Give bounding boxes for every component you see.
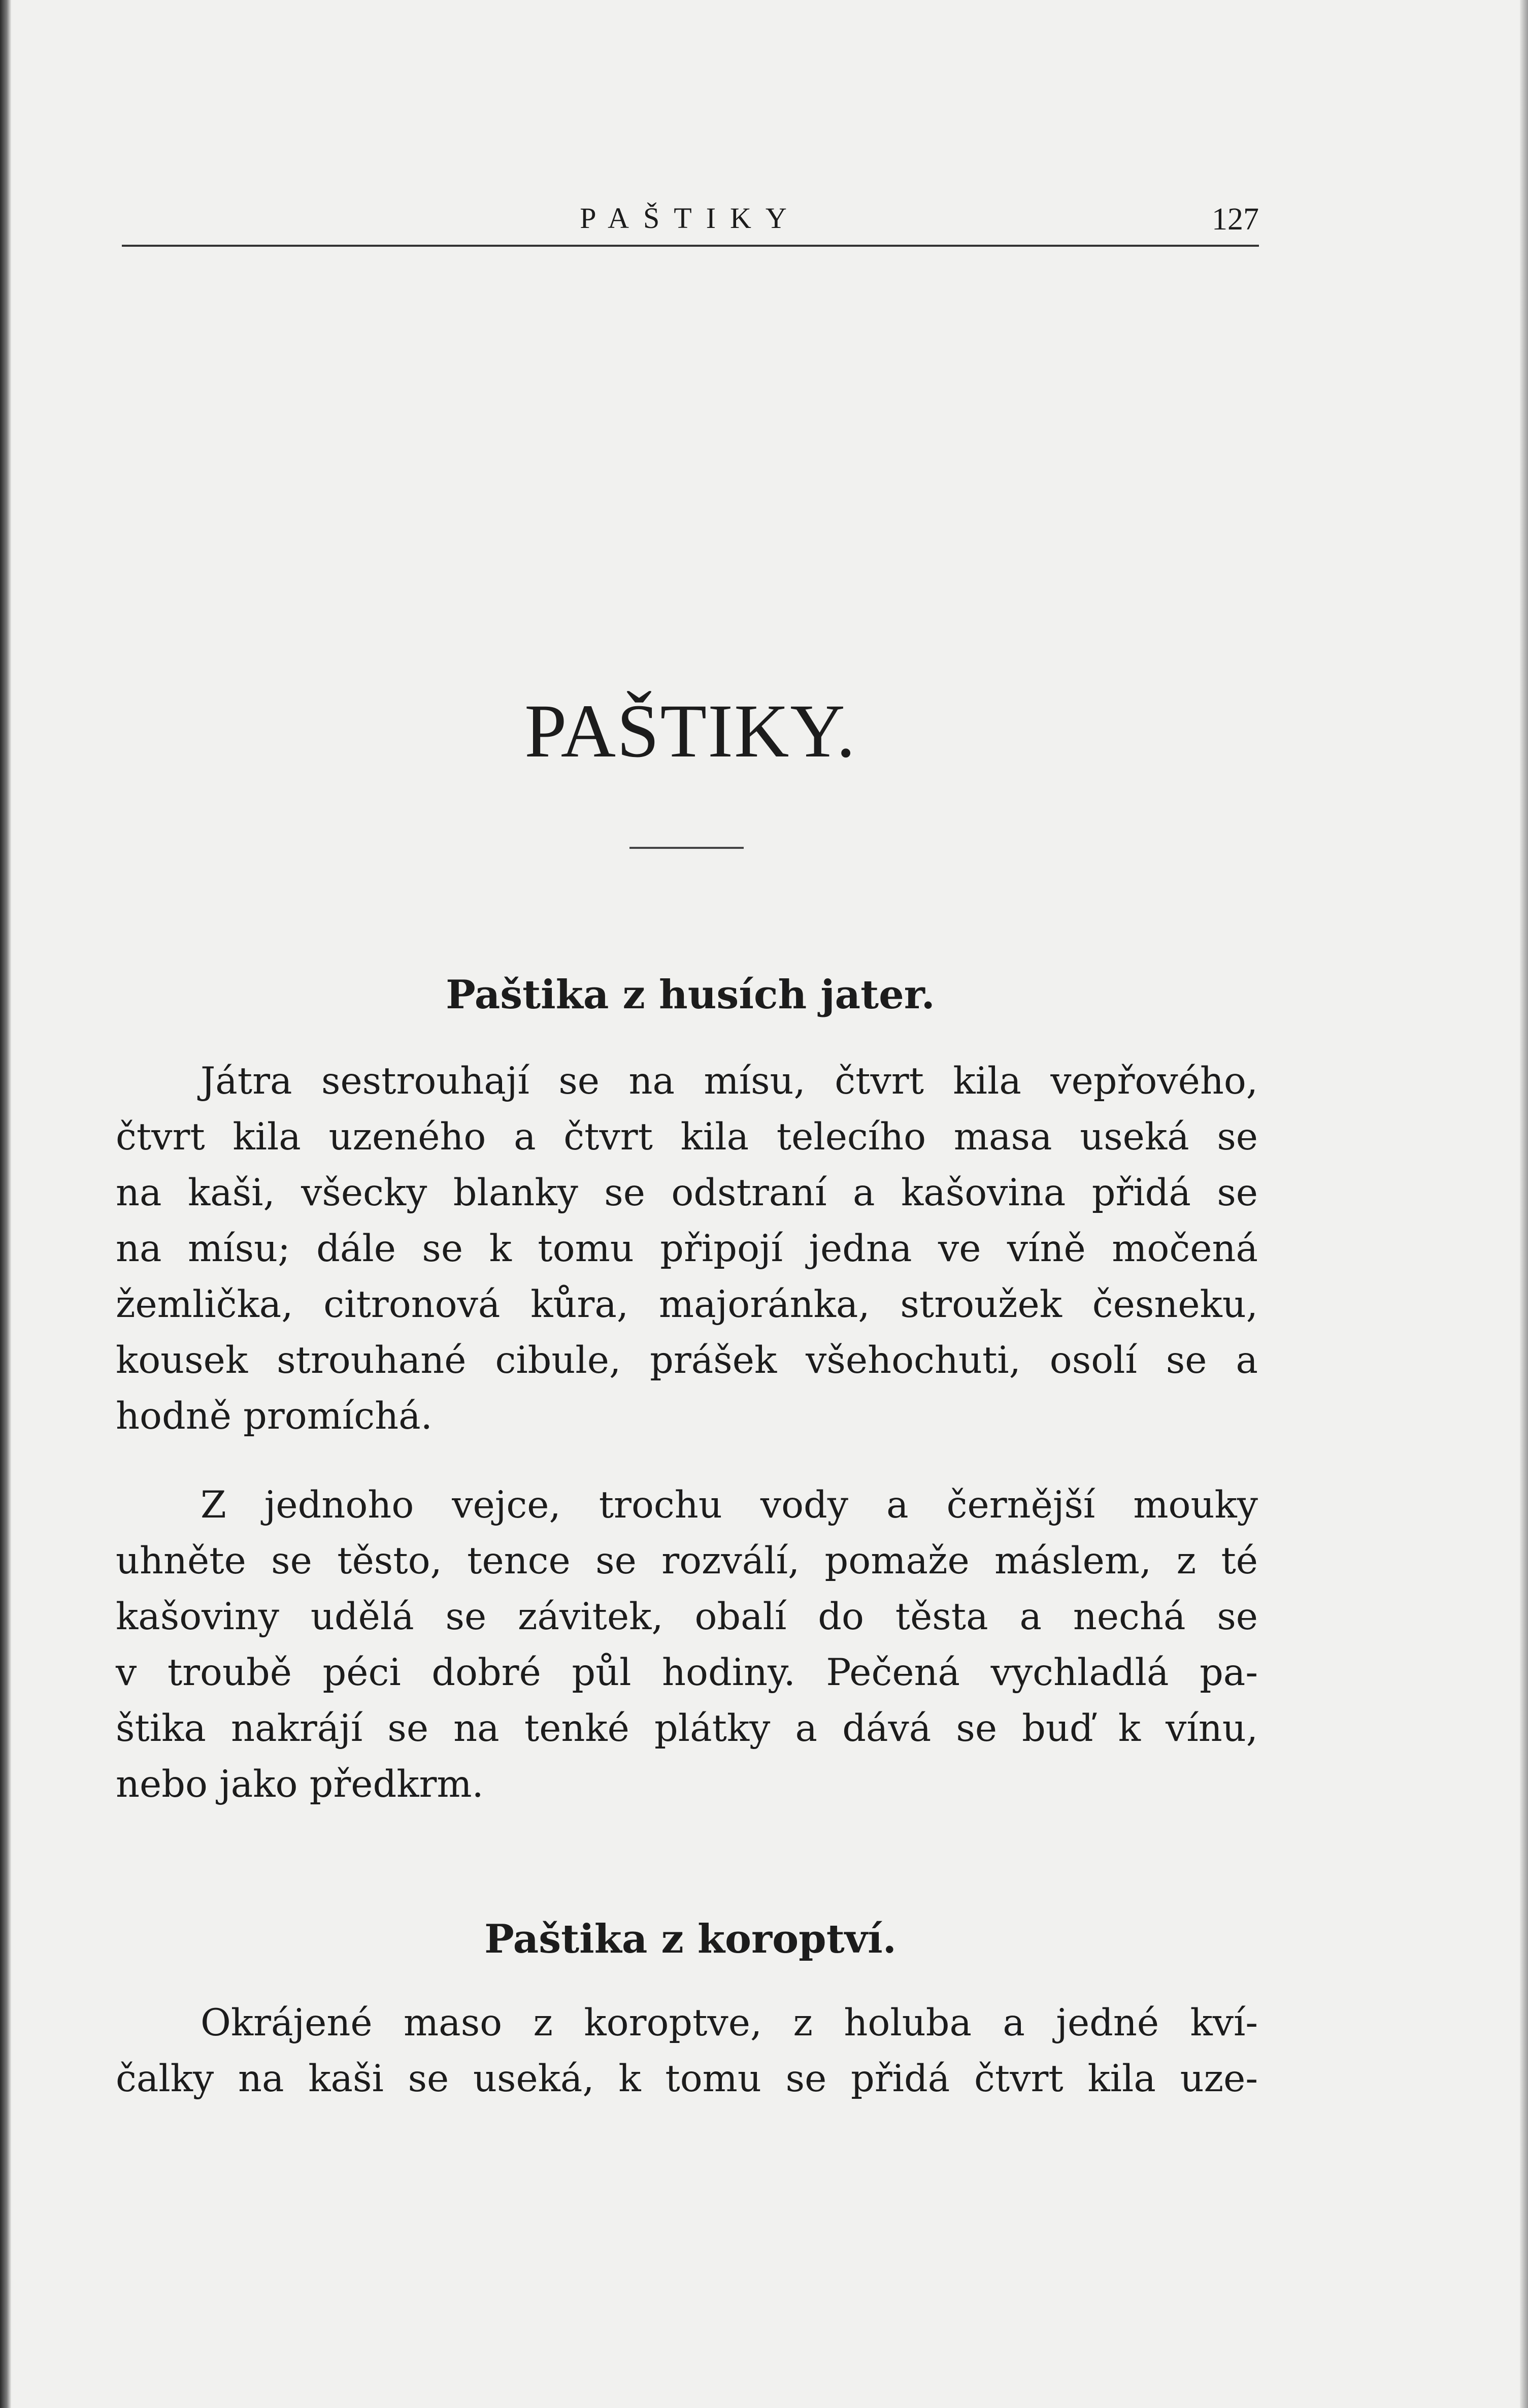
page-number: 127 [1212, 202, 1259, 237]
running-head-title: PAŠTIKY [580, 202, 801, 235]
page-edge-left [0, 0, 11, 2408]
paragraph-line: žemlička, citronová kůra, majoránka, stroužek česneku, [116, 1283, 1258, 1326]
paragraph-line: Játra sestrouhají se na mísu, čtvrt kila vepřového, [201, 1060, 1258, 1103]
page-edge-right [1520, 0, 1528, 2408]
running-head [122, 198, 1259, 249]
paragraph-line: uhněte se těsto, tence se rozválí, pomaže máslem, z té [116, 1539, 1258, 1582]
header-rule [122, 245, 1259, 247]
chapter-divider [629, 847, 744, 849]
paragraph-line: nebo jako předkrm. [116, 1763, 484, 1806]
paragraph-line: kašoviny udělá se závitek, obalí do těsta a nechá se [116, 1595, 1258, 1638]
paragraph-line: kousek strouhané cibule, prášek všehochuti, osolí se a [116, 1339, 1258, 1382]
paragraph-line: čtvrt kila uzeného a čtvrt kila telecího masa useká se [116, 1115, 1258, 1159]
paragraph-line: na mísu; dále se k tomu připojí jedna ve víně močená [116, 1227, 1258, 1270]
paragraph-line: Okrájené maso z koroptve, z holuba a jedné kví- [201, 2001, 1258, 2044]
paragraph-line: na kaši, všecky blanky se odstraní a kašovina přidá se [116, 1171, 1258, 1214]
chapter-title: PAŠTIKY. [524, 689, 856, 773]
paragraph-line: štika nakrájí se na tenké plátky a dává se buď k vínu, [116, 1707, 1258, 1750]
section-heading-koroptve: Paštika z koroptví. [484, 1916, 896, 1962]
section-heading-husi-jatra: Paštika z husích jater. [446, 972, 935, 1018]
paragraph-line: hodně promíchá. [116, 1395, 433, 1438]
paragraph-line: Z jednoho vejce, trochu vody a černější mouky [201, 1483, 1258, 1527]
paragraph-line: v troubě péci dobré půl hodiny. Pečená vychladlá pa- [116, 1651, 1258, 1694]
paragraph-line: čalky na kaši se useká, k tomu se přidá čtvrt kila uze- [116, 2057, 1258, 2100]
